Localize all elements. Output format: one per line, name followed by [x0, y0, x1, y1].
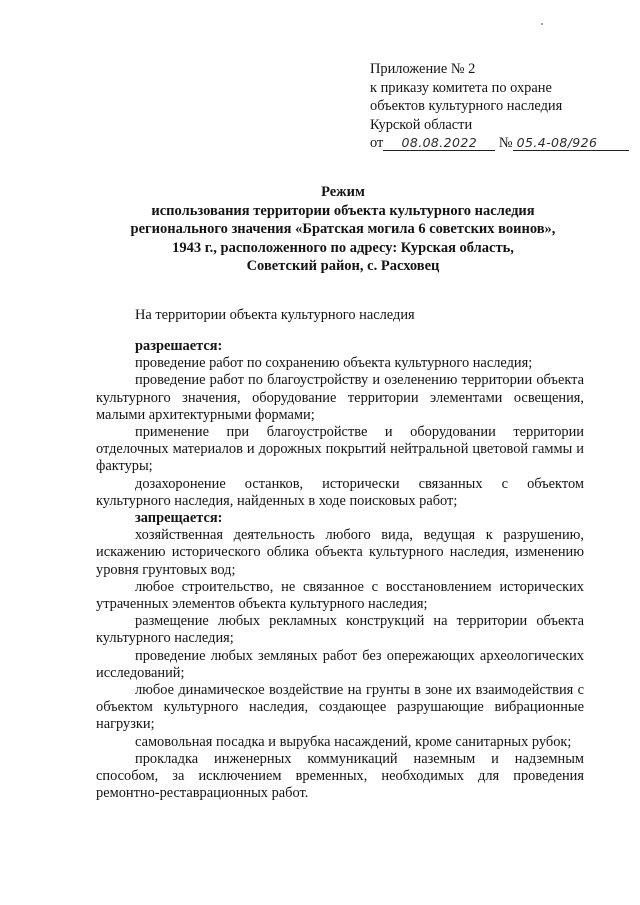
allowed-item: дозахоронение останков, исторически связанных с объектом культурного наследия, найденных в ходе поисковых работ;: [96, 475, 584, 509]
appendix-line-4: Курской области: [370, 116, 473, 133]
title-line-2: использования территории объекта культурного наследия: [151, 202, 535, 219]
allowed-item: применение при благоустройстве и оборудовании территории отделочных материалов и дорожных покрытий нейтральной цветовой гаммы и фактуры;: [96, 424, 584, 475]
forbidden-item: размещение любых рекламных конструкций на территории объекта культурного наследия;: [96, 613, 584, 647]
appendix-line-1: Приложение № 2: [370, 61, 476, 77]
number-label: №: [498, 135, 513, 152]
forbidden-heading: запрещается:: [135, 510, 223, 527]
title-line-5: Советский район, с. Расховец: [246, 258, 440, 275]
title-line-4: 1943 г., расположенного по адресу: Курская область,: [172, 239, 514, 256]
intro-text: На территории объекта культурного наследия: [135, 307, 415, 323]
title-line-3: регионального значения «Братская могила 6 советских воинов»,: [130, 221, 556, 238]
scan-speck: [541, 23, 543, 25]
appendix-header: [370, 60, 629, 153]
forbidden-item: проведение любых земляных работ без опережающих археологических исследований;: [96, 647, 584, 681]
order-date-handwritten: 08.08.2022: [383, 135, 495, 151]
forbidden-item: прокладка инженерных коммуникаций наземным и надземным способом, за исключением временных, необходимых для проведения ремонтно-реставрационных работ.: [96, 750, 584, 802]
appendix-order-line: [370, 134, 629, 153]
appendix-line-2: к приказу комитета по охране: [370, 79, 552, 96]
title-line-1: Режим: [321, 184, 365, 200]
allowed-item: проведение работ по благоустройству и озеленению территории объекта культурного значения, оборудование территории элементами освещения, малыми архитектурными формами;: [96, 372, 584, 423]
from-label: от: [370, 135, 384, 152]
forbidden-item: любое динамическое воздействие на грунты в зоне их взаимодействия с объектом культурного наследия, создающее разрушающие вибрационные нагрузки;: [96, 682, 584, 733]
forbidden-item: самовольная посадка и вырубка насаждений, кроме санитарных рубок;: [135, 733, 572, 750]
allowed-heading: разрешается:: [135, 338, 223, 354]
allowed-item: проведение работ по сохранению объекта культурного наследия;: [135, 355, 533, 372]
forbidden-item: хозяйственная деятельность любого вида, ведущая к разрушению, искажению исторического облика объекта культурного наследия, изменению уровня грунтовых вод;: [96, 527, 584, 578]
forbidden-item: любое строительство, не связанное с восстановлением исторических утраченных элементов объекта культурного наследия;: [96, 578, 584, 613]
regime-body: [96, 338, 584, 802]
appendix-line-3: объектов культурного наследия: [370, 98, 563, 115]
order-number-handwritten: 05.4-08/926: [513, 135, 629, 151]
document-title: [96, 183, 590, 276]
